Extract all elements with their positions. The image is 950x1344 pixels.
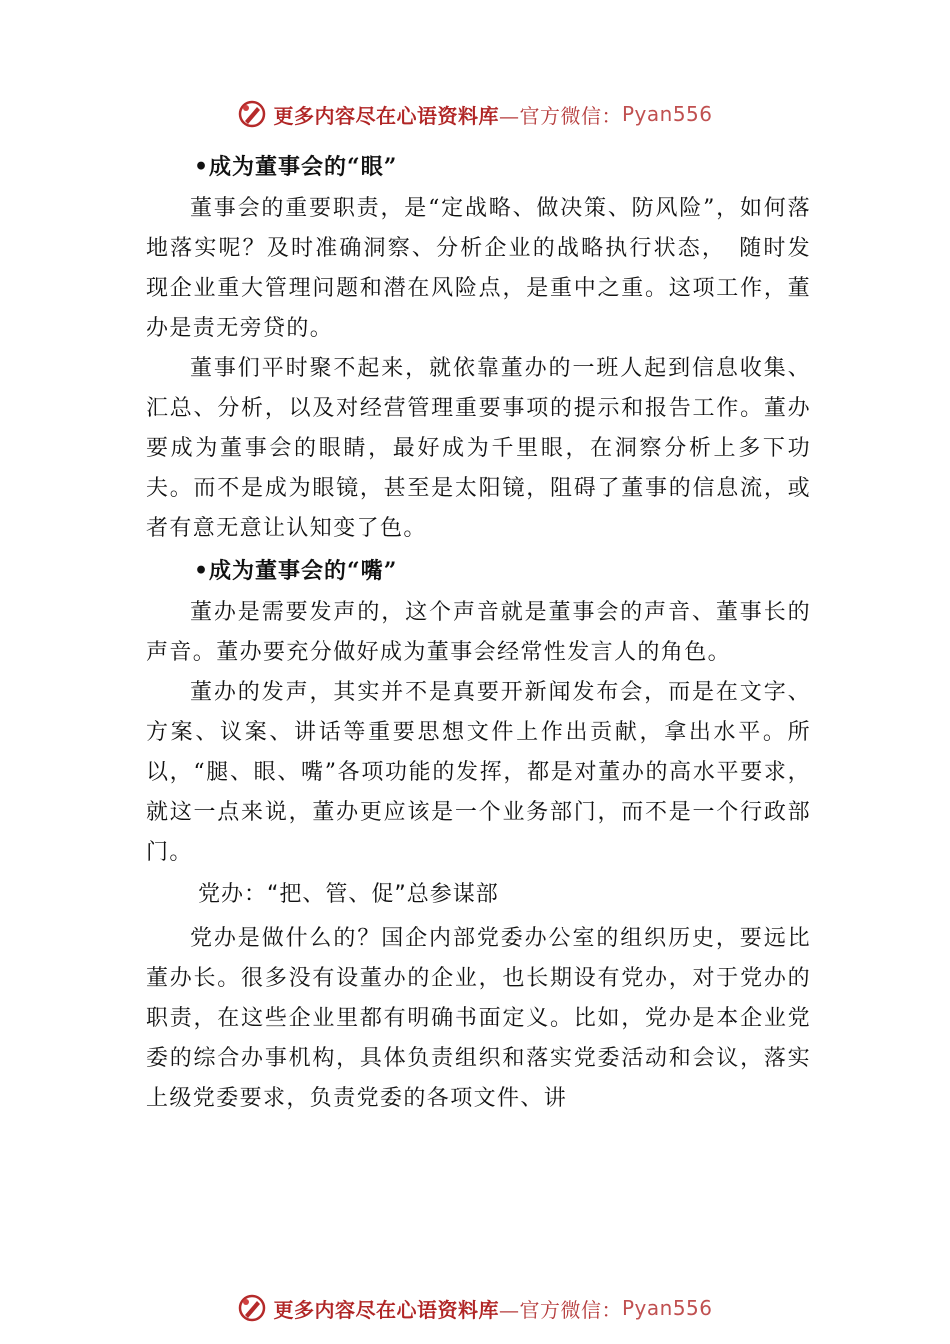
watermark-dash-text: —官方微信： <box>498 1297 622 1322</box>
section-title-party-office: 党办：“把、管、促”总参谋部 <box>198 882 499 907</box>
watermark-banner-top <box>0 94 950 134</box>
watermark-site-text: 更多内容尽在心语资料库 <box>273 103 499 128</box>
heading-mouth: •成为董事会的“嘴” <box>194 558 398 584</box>
watermark-account: Pyan556 <box>621 102 713 126</box>
document-body <box>146 145 811 1119</box>
paragraph-2: 董事们平时聚不起来，就依靠董办的一班人起到信息收集、汇总、分析，以及对经营管理重要事项的提示和报告工作。董办要成为董事会的眼睛，最好成为千里眼，在洞察分析上多下功夫。而不是成为眼镜，甚至是太阳镜，阻碍了董事的信息流，或者有意无意让认知变了色。 <box>146 356 811 541</box>
paragraph-5: 党办是做什么的？国企内部党委办公室的组织历史，要远比董办长。很多没有设董办的企业，也长期设有党办，对于党办的职责，在这些企业里都有明确书面定义。比如，党办是本企业党委的综合办事机构，具体负责组织和落实党委活动和会议，落实上级党委要求，负责党委的各项文件、讲 <box>146 926 811 1111</box>
paragraph-3: 董办是需要发声的，这个声音就是董事会的声音、董事长的声音。董办要充分做好成为董事会经常性发言人的角色。 <box>146 600 811 665</box>
watermark-dash-text: —官方微信： <box>498 103 622 128</box>
paragraph-4: 董办的发声，其实并不是真要开新闻发布会，而是在文字、方案、议案、讲话等重要思想文件上作出贡献，拿出水平。所以，“腿、眼、嘴”各项功能的发挥，都是对董办的高水平要求，就这一点来说，董办更应该是一个业务部门，而不是一个行政部门。 <box>146 680 811 865</box>
heading-eye: •成为董事会的“眼” <box>194 154 398 180</box>
watermark-site-text: 更多内容尽在心语资料库 <box>273 1297 499 1322</box>
pen-seal-icon <box>237 1293 267 1323</box>
watermark-account: Pyan556 <box>621 1296 713 1320</box>
watermark-banner-bottom <box>0 1288 950 1328</box>
paragraph-1: 董事会的重要职责，是“定战略、做决策、防风险”，如何落地落实呢？及时准确洞察、分析企业的战略执行状态， 随时发现企业重大管理问题和潜在风险点，是重中之重。这项工作，董办是责无旁贷的。 <box>146 196 811 341</box>
pen-seal-icon <box>237 99 267 129</box>
